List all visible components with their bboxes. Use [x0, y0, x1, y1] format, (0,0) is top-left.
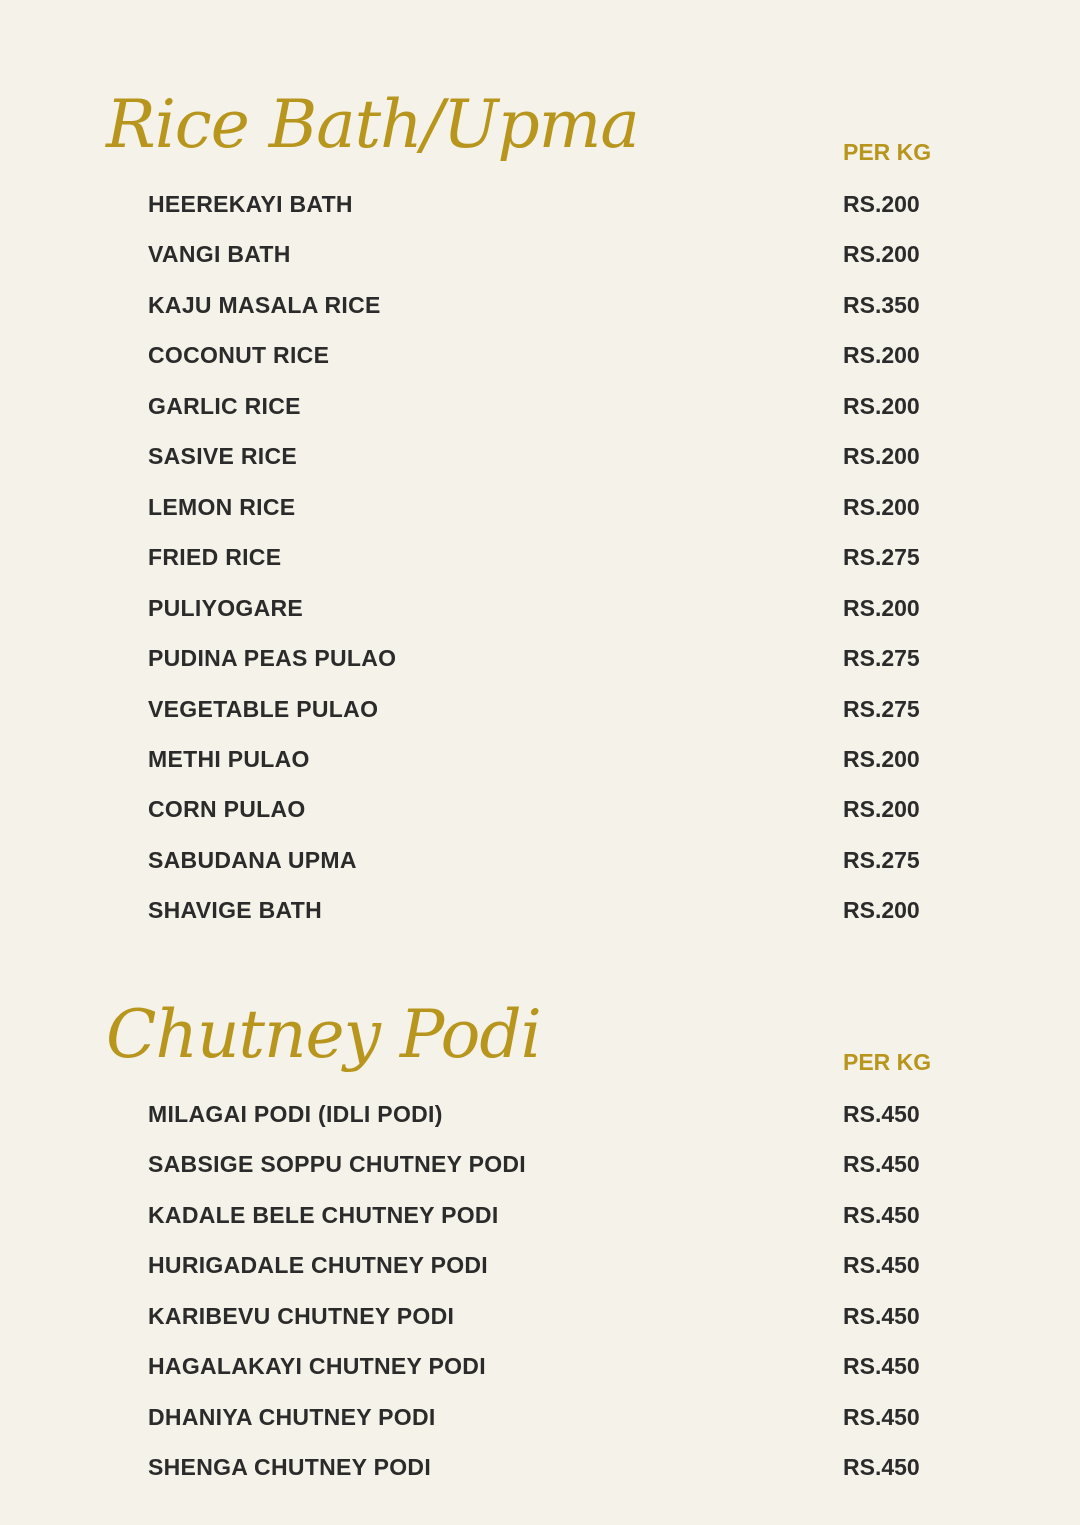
item-price: RS.275 — [843, 645, 920, 672]
item-name: KADALE BELE CHUTNEY PODI — [148, 1201, 499, 1228]
menu-item-row — [0, 1099, 1080, 1129]
menu-item-row — [0, 239, 1080, 269]
menu-item-row — [0, 542, 1080, 572]
menu-item-row — [0, 1149, 1080, 1179]
item-price: RS.450 — [843, 1252, 920, 1279]
menu-item-row — [0, 189, 1080, 219]
item-price: RS.350 — [843, 291, 920, 318]
item-price: RS.450 — [843, 1101, 920, 1127]
item-name: SABSIGE SOPPU CHUTNEY PODI — [148, 1151, 527, 1178]
item-name: GARLIC RICE — [148, 392, 301, 419]
item-name: VEGETABLE PULAO — [148, 695, 379, 722]
item-price: RS.450 — [843, 1302, 920, 1329]
item-price: RS.450 — [843, 1454, 920, 1481]
unit-label: PER KG — [843, 1049, 932, 1075]
item-name: CORN PULAO — [148, 796, 306, 823]
item-price: RS.200 — [843, 392, 920, 419]
item-price: RS.200 — [843, 796, 920, 823]
menu-item-row — [0, 290, 1080, 320]
item-name: HURIGADALE CHUTNEY PODI — [148, 1252, 488, 1279]
item-name: DHANIYA CHUTNEY PODI — [148, 1403, 436, 1430]
item-price: RS.275 — [843, 846, 920, 873]
section-title: Chutney Podi — [106, 996, 541, 1073]
item-name: PUDINA PEAS PULAO — [148, 645, 397, 672]
item-price: RS.200 — [843, 241, 920, 268]
item-name: FRIED RICE — [148, 544, 282, 571]
menu-item-row — [0, 492, 1080, 522]
menu-item-row — [0, 593, 1080, 623]
menu-item-row — [0, 441, 1080, 471]
menu-item-row — [0, 1301, 1080, 1331]
item-name: PULIYOGARE — [148, 594, 304, 621]
item-name: KARIBEVU CHUTNEY PODI — [148, 1302, 455, 1329]
menu-item-row — [0, 895, 1080, 925]
item-name: HAGALAKAYI CHUTNEY PODI — [148, 1353, 486, 1380]
item-name: HEEREKAYI BATH — [148, 191, 353, 217]
menu-item-row — [0, 1402, 1080, 1432]
item-name: SHENGA CHUTNEY PODI — [148, 1454, 432, 1481]
item-name: MILAGAI PODI (IDLI PODI) — [148, 1101, 443, 1127]
menu-item-row — [0, 694, 1080, 724]
item-price: RS.450 — [843, 1353, 920, 1380]
menu-item-row — [0, 794, 1080, 824]
item-name: SASIVE RICE — [148, 443, 298, 470]
item-price: RS.200 — [843, 191, 920, 217]
item-price: RS.200 — [843, 342, 920, 369]
item-name: LEMON RICE — [148, 493, 296, 520]
menu-item-row — [0, 391, 1080, 421]
item-name: SABUDANA UPMA — [148, 846, 357, 873]
menu-item-row — [0, 1200, 1080, 1230]
item-name: VANGI BATH — [148, 241, 291, 268]
item-name: METHI PULAO — [148, 745, 310, 772]
menu-item-row — [0, 744, 1080, 774]
item-price: RS.450 — [843, 1201, 920, 1228]
menu-item-row — [0, 1250, 1080, 1280]
unit-label: PER KG — [843, 139, 932, 165]
item-price: RS.200 — [843, 745, 920, 772]
item-name: KAJU MASALA RICE — [148, 291, 381, 318]
section-title: Rice Bath/Upma — [106, 86, 639, 163]
item-price: RS.200 — [843, 897, 920, 924]
item-price: RS.450 — [843, 1151, 920, 1178]
menu-item-row — [0, 845, 1080, 875]
item-name: COCONUT RICE — [148, 342, 330, 369]
menu-item-row — [0, 1351, 1080, 1381]
item-price: RS.200 — [843, 443, 920, 470]
item-price: RS.450 — [843, 1403, 920, 1430]
menu-item-row — [0, 643, 1080, 673]
item-price: RS.275 — [843, 695, 920, 722]
item-name: SHAVIGE BATH — [148, 897, 322, 924]
menu-item-row — [0, 340, 1080, 370]
item-price: RS.200 — [843, 493, 920, 520]
item-price: RS.275 — [843, 544, 920, 571]
item-price: RS.200 — [843, 594, 920, 621]
menu-item-row — [0, 1452, 1080, 1482]
